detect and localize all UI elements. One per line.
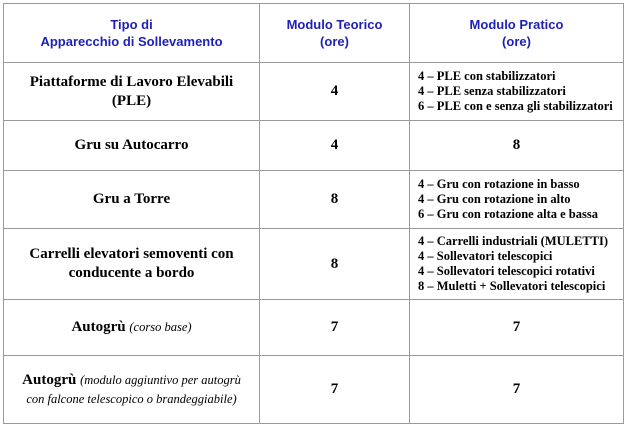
theory-hours-cell: 8 (260, 171, 410, 229)
header-row (4, 4, 624, 63)
theory-hours-cell: 8 (260, 229, 410, 300)
table-row (4, 121, 624, 171)
training-hours-table (3, 3, 624, 424)
header-device-type: Tipo di Apparecchio di Sollevamento (4, 4, 260, 63)
theory-hours-cell: 4 (260, 121, 410, 171)
table-row (4, 300, 624, 356)
table-row (4, 171, 624, 229)
device-type-cell: Gru su Autocarro (4, 121, 260, 171)
device-type-cell: Piattaforme di Lavoro Elevabili (PLE) (4, 63, 260, 121)
device-type-cell: Autogrù (modulo aggiuntivo per autogrù con falcone telescopico o brandeggiabile) (4, 356, 260, 424)
table-row (4, 356, 624, 424)
practice-hours-cell: 4 – Carrelli industriali (MULETTI) 4 – Sollevatori telescopici 4 – Sollevatori telescopici rotativi 8 – Muletti + Sollevatori telescopici (410, 229, 624, 300)
practice-hours-cell: 4 – Gru con rotazione in basso 4 – Gru con rotazione in alto 6 – Gru con rotazione alta e bassa (410, 171, 624, 229)
device-type-cell: Autogrù (corso base) (4, 300, 260, 356)
device-type-cell: Carrelli elevatori semoventi con conducente a bordo (4, 229, 260, 300)
practice-hours-cell: 4 – PLE con stabilizzatori 4 – PLE senza stabilizzatori 6 – PLE con e senza gli stabilizzatori (410, 63, 624, 121)
table-row (4, 229, 624, 300)
header-practice-module: Modulo Pratico (ore) (410, 4, 624, 63)
header-theory-module: Modulo Teorico (ore) (260, 4, 410, 63)
practice-hours-cell: 7 (410, 300, 624, 356)
device-type-cell: Gru a Torre (4, 171, 260, 229)
practice-hours-cell: 7 (410, 356, 624, 424)
table-row (4, 63, 624, 121)
theory-hours-cell: 4 (260, 63, 410, 121)
theory-hours-cell: 7 (260, 300, 410, 356)
practice-hours-cell: 8 (410, 121, 624, 171)
theory-hours-cell: 7 (260, 356, 410, 424)
